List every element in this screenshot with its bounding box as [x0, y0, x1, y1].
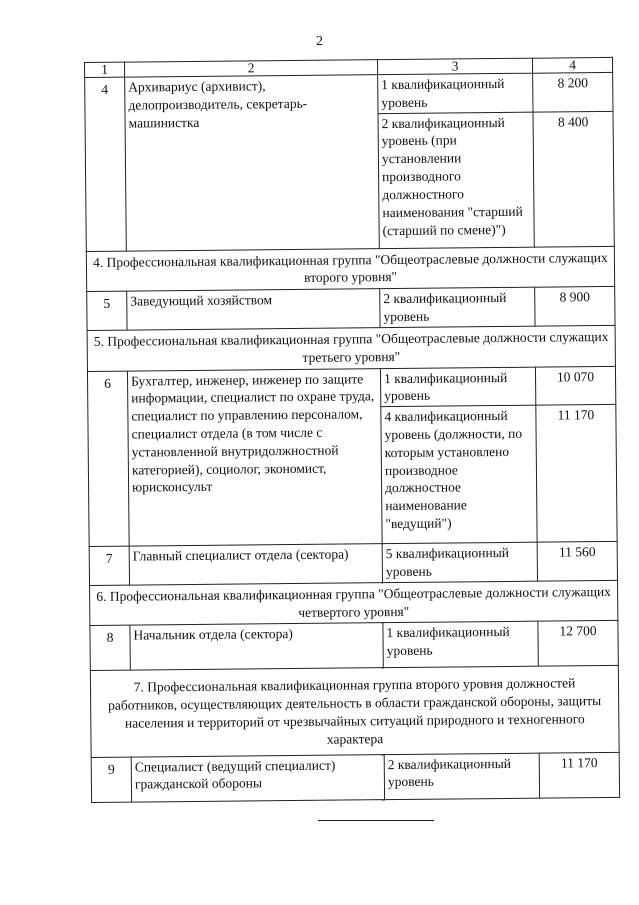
qualification-level: 1 квалификационный уровень: [383, 622, 538, 668]
position-title: Начальник отдела (сектора): [130, 623, 383, 670]
qualification-level: 1 квалификационный уровень: [380, 367, 535, 407]
salary-value: 8 200: [533, 72, 613, 111]
table-row: [90, 621, 618, 671]
position-title: Специалист (ведущий специалист) гражданской обороны: [131, 754, 384, 801]
group-row: [90, 580, 618, 626]
header-col-1: 1: [85, 62, 125, 77]
row-number: 8: [90, 625, 130, 670]
salary-value: 11 170: [536, 405, 617, 543]
group-heading: 4. Профессиональная квалификационная группа "Общеотраслевые должности служащих второго уровня": [86, 246, 614, 292]
group-heading: 5. Профессиональная квалификационная группа "Общеотраслевые должности служащих третьего уровня": [87, 325, 615, 371]
qualification-level: 5 квалификационный уровень: [382, 542, 537, 582]
table-row: [87, 287, 615, 331]
salary-value: 8 900: [535, 287, 615, 326]
group-heading: 7. Профессиональная квалификационная группа второго уровня должностей работников, осуществляющих деятельность в области гражданской обороны, защиты населения и территорий от чрезвычайных ситуаций природного и техногенного характера: [90, 666, 619, 757]
qualification-level: 2 квалификационный уровень: [380, 287, 535, 327]
table-row: [89, 542, 617, 586]
salary-table: [84, 57, 620, 803]
qualification-level: 1 квалификационный уровень: [378, 73, 533, 113]
table-row: [91, 752, 619, 802]
salary-value: 10 070: [535, 366, 615, 405]
page-number: 2: [316, 34, 323, 49]
group-heading: 6. Профессиональная квалификационная группа "Общеотраслевые должности служащих четвертого уровня": [90, 580, 618, 626]
row-number: 9: [91, 757, 131, 802]
end-divider: [318, 820, 434, 821]
salary-value: 8 400: [533, 111, 614, 247]
header-col-4: 4: [532, 57, 612, 73]
salary-table-wrapper: [84, 57, 619, 803]
qualification-level: 2 квалификационный уровень (при установлении производного должностного наименования "старший (старший по смене)"): [378, 112, 534, 248]
position-title: Архивариус (архивист), делопроизводитель, секретарь-машинистка: [125, 75, 380, 251]
row-number: 6: [87, 371, 129, 547]
row-number: 7: [89, 546, 129, 585]
group-row: [86, 246, 614, 292]
qualification-level: 4 квалификационный уровень (должности, по которым установлено производное должностное наименование "ведущий"): [381, 405, 537, 543]
group-row: [90, 666, 619, 757]
position-title: Бухгалтер, инженер, инженер по защите информации, специалист по охране труда, специалист по управлению персоналом, специалист отдела (в том числе с установленной внутридолжностной категорией), социолог, экономист, юрисконсульт: [127, 368, 382, 546]
position-title: Заведующий хозяйством: [127, 289, 380, 330]
salary-value: 11 170: [539, 752, 619, 798]
qualification-level: 2 квалификационный уровень: [384, 753, 539, 799]
salary-value: 12 700: [538, 621, 618, 667]
row-number: 5: [87, 291, 127, 330]
table-row: [87, 366, 615, 410]
header-col-2: 2: [125, 60, 378, 77]
row-number: 4: [85, 77, 127, 251]
header-col-3: 3: [377, 58, 532, 74]
salary-value: 11 560: [537, 542, 617, 581]
position-title: Главный специалист отдела (сектора): [129, 544, 382, 585]
group-row: [87, 325, 615, 371]
table-row: [85, 72, 613, 116]
